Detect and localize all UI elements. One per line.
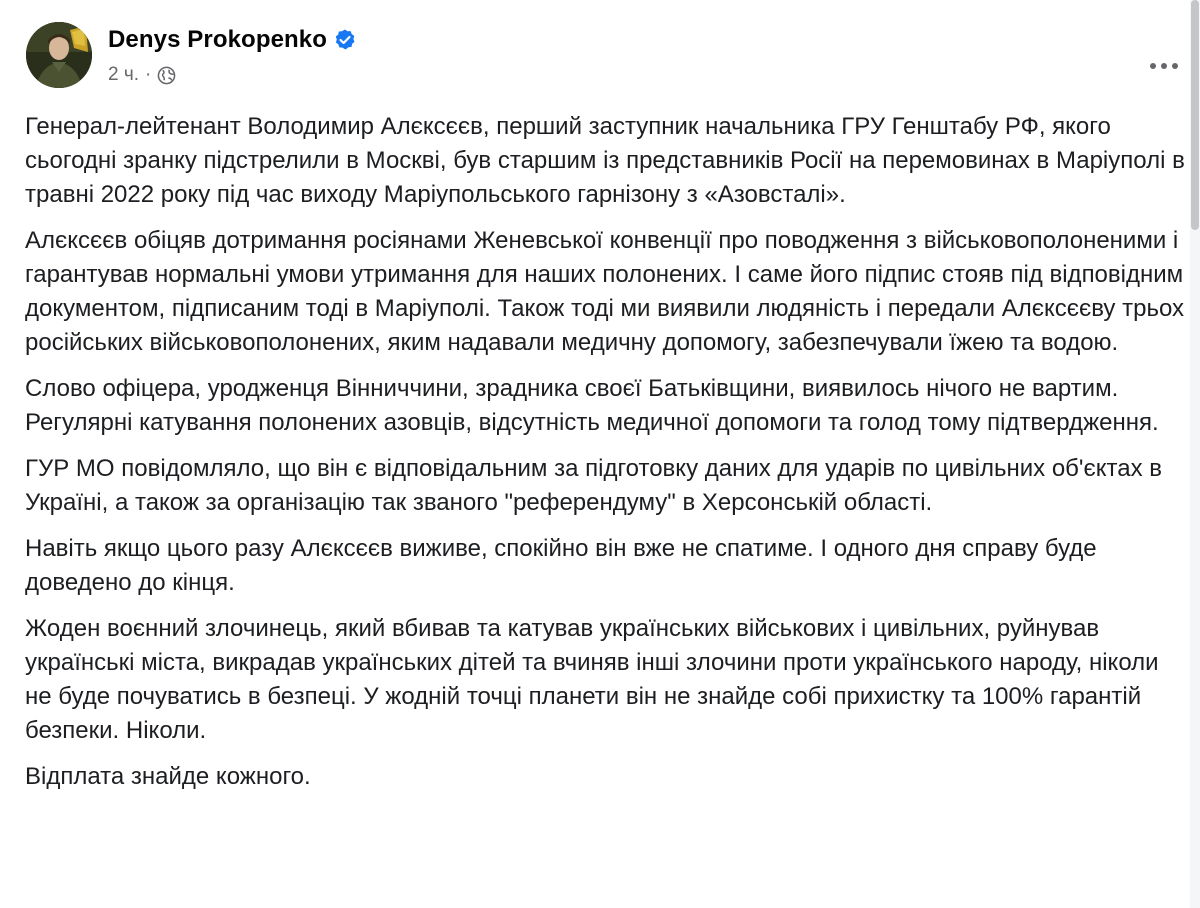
more-options-button[interactable] [1144, 46, 1184, 86]
scrollbar-thumb[interactable] [1191, 0, 1199, 230]
globe-icon[interactable] [157, 66, 176, 85]
post-meta [108, 64, 176, 86]
post-paragraph: Слово офіцера, уродженця Вінниччини, зрадника своєї Батьківщини, виявилось нічого не вартим. Регулярні катування полонених азовців, відсутність медичної допомоги та голод тому підтвердження. [25, 375, 1159, 436]
post-body [25, 110, 1185, 806]
author-name[interactable]: Denys Prokopenko [108, 26, 327, 53]
avatar-image [26, 22, 92, 88]
post-paragraph: Алєксєєв обіцяв дотримання росіянами Женевської конвенції про поводження з військовополоненими і гарантував нормальні умови утримання для наших полонених. І саме його підпис стояв під відповідним документом, підписаним тоді в Маріуполі. Також тоді ми виявили людяність і передали Алєксєєву трьох російських військовополонених, яким надавали медичну допомогу, забезпечували їжею та водою. [25, 227, 1185, 356]
verified-badge-icon [333, 28, 357, 52]
post-paragraph: Навіть якщо цього разу Алєксєєв виживе, спокійно він вже не спатиме. І одного дня справу буде доведено до кінця. [25, 535, 1097, 596]
more-options-icon [1150, 63, 1178, 69]
author-line [108, 26, 357, 54]
post-header [26, 22, 1176, 92]
post-paragraph: Жоден воєнний злочинець, який вбивав та катував українських військових і цивільних, руйнував українські міста, викрадав українських дітей та вчиняв інші злочини проти українського народу, ніколи не буде почуватись в безпеці. У жодній точці планети він не знайде собі прихистку та 100% гарантій безпеки. Ніколи. [25, 615, 1159, 744]
avatar[interactable] [26, 22, 92, 88]
post-timestamp[interactable]: 2 ч. [108, 64, 140, 85]
post-paragraph: ГУР МО повідомляло, що він є відповідальним за підготовку даних для ударів по цивільних об'єктах в Україні, а також за організацію так званого "референдуму" в Херсонській області. [25, 455, 1163, 516]
post-paragraph: Генерал-лейтенант Володимир Алєксєєв, перший заступник начальника ГРУ Генштабу РФ, якого сьогодні зранку підстрелили в Москві, був старшим із представників Росії на перемовинах в Маріуполі в травні 2022 року під час виходу Маріупольського гарнізону з «Азовсталі». [25, 113, 1185, 208]
post-paragraph: Відплата знайде кожного. [25, 763, 311, 790]
scrollbar[interactable] [1190, 0, 1200, 908]
meta-separator: · [145, 64, 152, 85]
